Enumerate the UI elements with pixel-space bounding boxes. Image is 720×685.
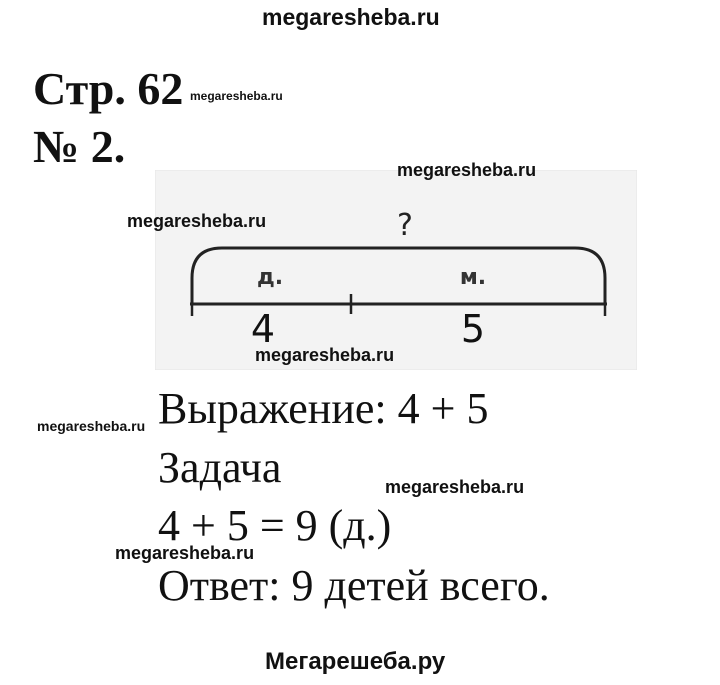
answer-line: Ответ: 9 детей всего. — [158, 561, 550, 610]
watermark-diagram-bottom: megaresheba.ru — [255, 345, 395, 365]
watermark-task: megaresheba.ru — [385, 477, 525, 497]
boys-value: 5 — [460, 307, 486, 351]
page-title: Стр. 62 — [33, 63, 184, 114]
watermark-diagram-left: megaresheba.ru — [127, 211, 267, 231]
watermark-expression: megaresheba.ru — [37, 418, 146, 434]
equation-line: 4 + 5 = 9 (д.) — [158, 501, 392, 550]
task-number: № 2. — [33, 121, 126, 172]
girls-label: д. — [256, 265, 284, 290]
watermark-diagram-top: megaresheba.ru — [397, 160, 537, 180]
expression-line: Выражение: 4 + 5 — [158, 384, 489, 433]
scan-background — [155, 170, 637, 370]
task-title: Задача — [158, 443, 282, 492]
footer-watermark: Мегарешеба.ру — [265, 648, 446, 675]
segment-diagram — [155, 170, 637, 370]
watermark-top: megaresheba.ru — [262, 4, 440, 30]
boys-label: м. — [459, 265, 487, 290]
total-unknown-mark: ? — [397, 208, 413, 243]
watermark-equation: megaresheba.ru — [115, 543, 255, 563]
watermark-small: megaresheba.ru — [190, 89, 283, 103]
girls-value: 4 — [250, 307, 276, 351]
